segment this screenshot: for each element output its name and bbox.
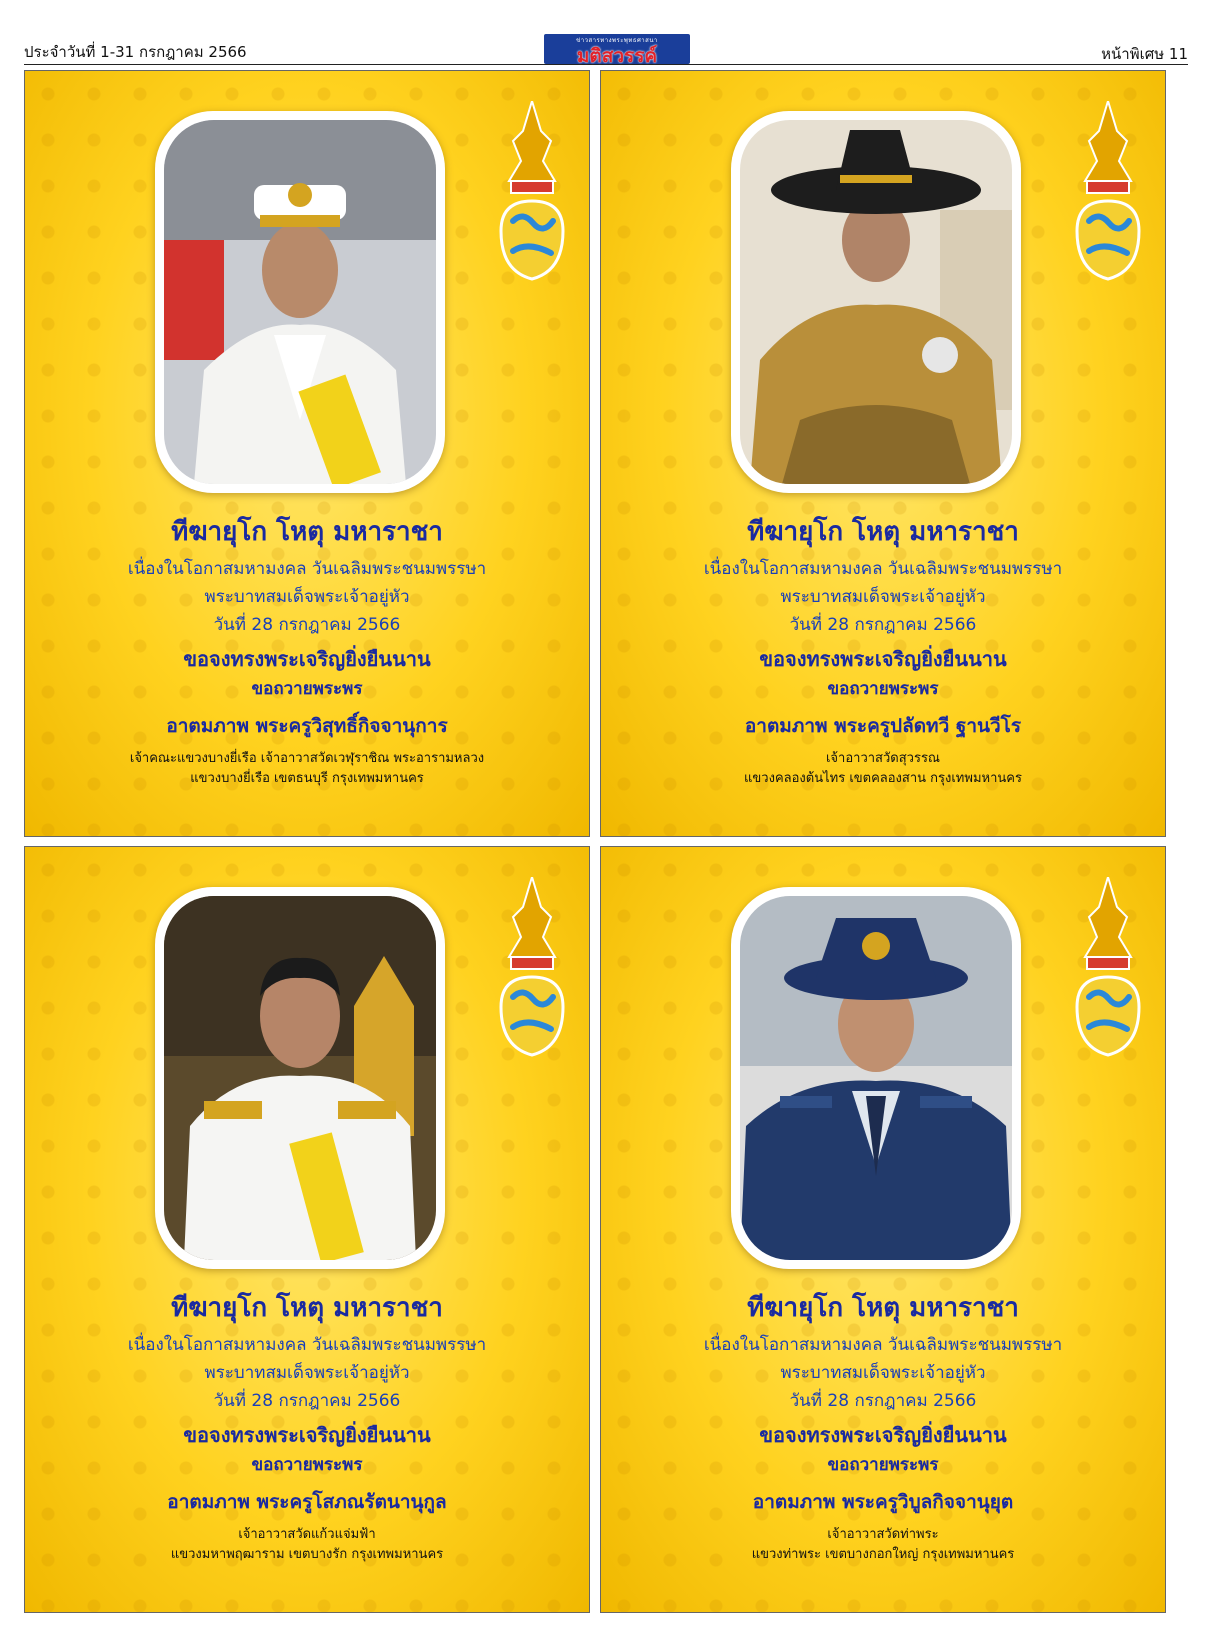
logo-tagline: ข่าวสารทางพระพุทธศาสนา <box>576 37 658 44</box>
royal-anniversary-emblem-icon <box>493 101 571 293</box>
offer-text: ขอถวายพระพร <box>251 1455 363 1475</box>
greeting-panel <box>600 70 1166 837</box>
king-title-text: พระบาทสมเด็จพระเจ้าอยู่หัว <box>204 587 410 607</box>
panel-title: ทีฆายุโก โหตุ มหาราชา <box>747 517 1019 547</box>
occasion-text: เนื่องในโอกาสมหามงคล วันเฉลิมพระชนมพรรษา <box>703 559 1063 579</box>
portrait-photo <box>740 896 1012 1260</box>
wish-text: ขอจงทรงพระเจริญยิ่งยืนนาน <box>183 647 431 671</box>
panel-title: ทีฆายุโก โหตุ มหาราชา <box>747 1293 1019 1323</box>
wish-text: ขอจงทรงพระเจริญยิ่งยืนนาน <box>759 647 1007 671</box>
portrait-frame <box>155 111 445 493</box>
portrait-frame <box>731 111 1021 493</box>
offer-text: ขอถวายพระพร <box>827 1455 939 1475</box>
donor-name: อาตมภาพ พระครูโสภณรัตนานุกูล <box>167 1491 447 1513</box>
page-number: หน้าพิเศษ 11 <box>1101 45 1188 63</box>
donor-position-line1: เจ้าอาวาสวัดแก้วแจ่มฟ้า <box>238 1527 376 1542</box>
panel-title: ทีฆายุโก โหตุ มหาราชา <box>171 1293 443 1323</box>
greeting-panel <box>24 846 590 1613</box>
date-text: วันที่ 28 กรกฎาคม 2566 <box>213 615 401 635</box>
portrait-photo <box>740 120 1012 484</box>
royal-anniversary-emblem-icon <box>1069 101 1147 293</box>
occasion-text: เนื่องในโอกาสมหามงคล วันเฉลิมพระชนมพรรษา <box>127 559 487 579</box>
king-title-text: พระบาทสมเด็จพระเจ้าอยู่หัว <box>204 1363 410 1383</box>
date-text: วันที่ 28 กรกฎาคม 2566 <box>789 1391 977 1411</box>
page-header <box>24 34 1188 65</box>
donor-position-line2: แขวงบางยี่เรือ เขตธนบุรี กรุงเทพมหานคร <box>190 771 424 786</box>
wish-text: ขอจงทรงพระเจริญยิ่งยืนนาน <box>183 1423 431 1447</box>
donor-position-line2: แขวงคลองต้นไทร เขตคลองสาน กรุงเทพมหานคร <box>744 771 1022 786</box>
donor-position-line1: เจ้าคณะแขวงบางยี่เรือ เจ้าอาวาสวัดเวฬุราชิณ พระอารามหลวง <box>129 751 485 766</box>
king-title-text: พระบาทสมเด็จพระเจ้าอยู่หัว <box>780 1363 986 1383</box>
occasion-text: เนื่องในโอกาสมหามงคล วันเฉลิมพระชนมพรรษา <box>127 1335 487 1355</box>
offer-text: ขอถวายพระพร <box>827 679 939 699</box>
portrait-photo <box>164 120 436 484</box>
donor-position-line2: แขวงท่าพระ เขตบางกอกใหญ่ กรุงเทพมหานคร <box>751 1547 1015 1562</box>
newspaper-logo <box>544 34 690 67</box>
portrait-frame <box>731 887 1021 1269</box>
donor-name: อาตมภาพ พระครูวิสุทธิ์กิจจานุการ <box>166 715 448 737</box>
occasion-text: เนื่องในโอกาสมหามงคล วันเฉลิมพระชนมพรรษา <box>703 1335 1063 1355</box>
greeting-panel <box>24 70 590 837</box>
donor-position-line1: เจ้าอาวาสวัดท่าพระ <box>827 1527 939 1542</box>
portrait-photo <box>164 896 436 1260</box>
royal-anniversary-emblem-icon <box>1069 877 1147 1069</box>
donor-name: อาตมภาพ พระครูปลัดทวี ฐานวีโร <box>744 715 1022 737</box>
panel-title: ทีฆายุโก โหตุ มหาราชา <box>171 517 443 547</box>
king-title-text: พระบาทสมเด็จพระเจ้าอยู่หัว <box>780 587 986 607</box>
donor-position-line1: เจ้าอาวาสวัดสุวรรณ <box>825 751 940 766</box>
royal-anniversary-emblem-icon <box>493 877 571 1069</box>
donor-position-line2: แขวงมหาพฤฒาราม เขตบางรัก กรุงเทพมหานคร <box>170 1547 444 1562</box>
wish-text: ขอจงทรงพระเจริญยิ่งยืนนาน <box>759 1423 1007 1447</box>
portrait-frame <box>155 887 445 1269</box>
greeting-panel <box>600 846 1166 1613</box>
logo-name: มติสวรรค์ <box>576 45 658 67</box>
date-text: วันที่ 28 กรกฎาคม 2566 <box>213 1391 401 1411</box>
offer-text: ขอถวายพระพร <box>251 679 363 699</box>
donor-name: อาตมภาพ พระครูวิบูลกิจจานุยุต <box>752 1491 1014 1513</box>
date-text: วันที่ 28 กรกฎาคม 2566 <box>789 615 977 635</box>
issue-date: ประจำวันที่ 1-31 กรกฎาคม 2566 <box>24 43 247 61</box>
